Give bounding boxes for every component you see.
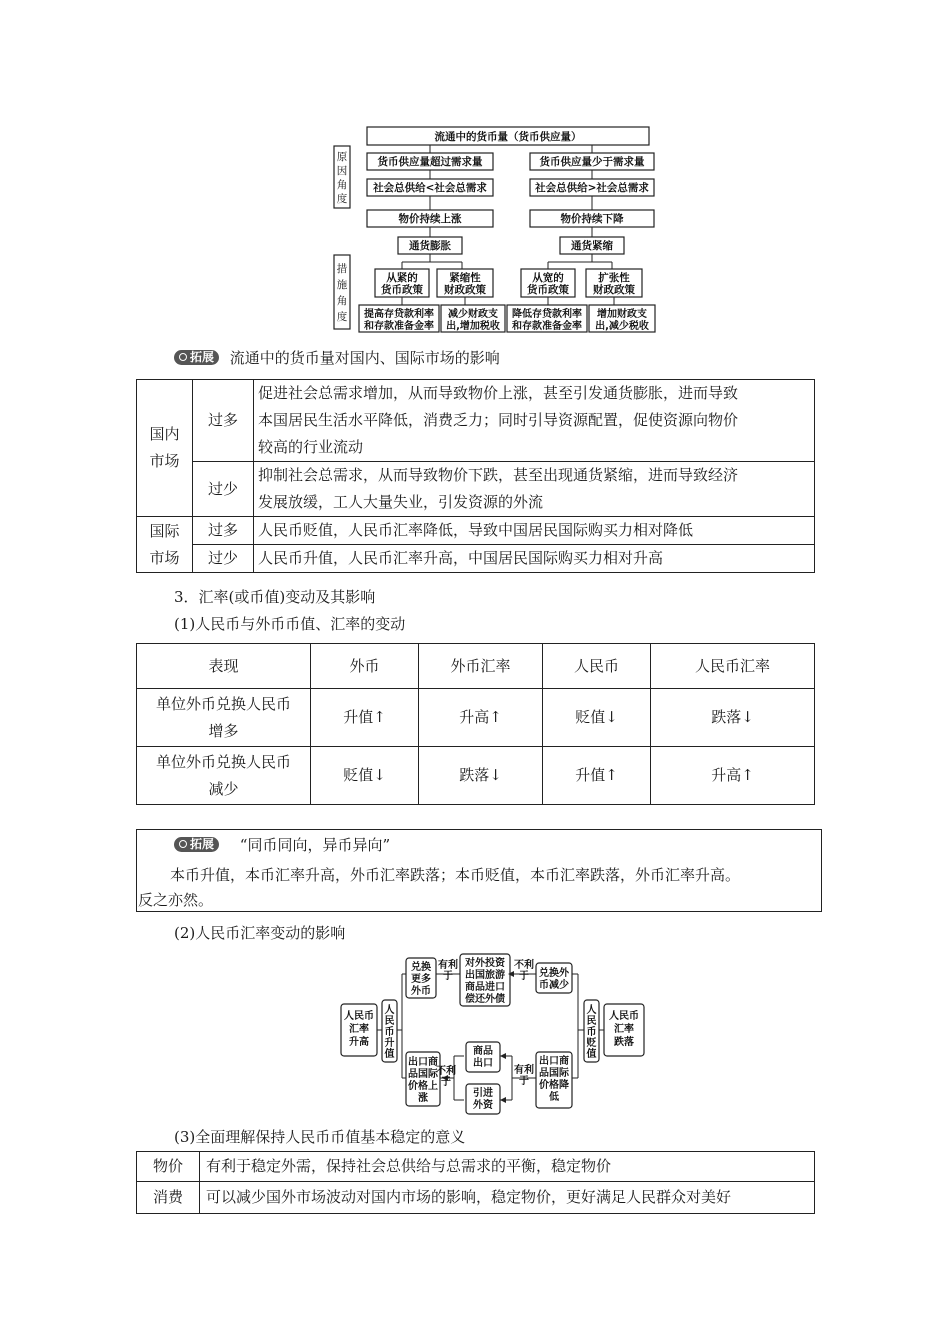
export-goods-line-2: 出口 [473,1058,493,1069]
rmb-rate-up-line-3: 升高 [349,1037,369,1048]
extension-icon-2 [179,840,187,848]
exchange-more-line-2: 更多 [411,974,431,985]
header-rmb: 人民币 [543,644,651,689]
outbound-line-3: 商品进口 [465,982,505,993]
favorable-label-bottom [514,1063,534,1087]
domestic-too-little-text [254,462,815,517]
extension-box-2 [136,829,822,912]
dom-more-line-2: 本国居民生活水平降低，消费乏力；同时引导资源配置，促使资源向物价 [258,411,739,429]
measure-side-line-3: 角 [336,295,348,307]
row2-cell: 升高↑ [651,747,815,805]
rmb-rate-down-line-3: 跌落 [614,1037,634,1048]
row1-cell: 跌落↓ [651,689,815,747]
right-action-1-line1: 降低存贷款利率 [512,309,582,320]
dom-less-line-2: 发展放缓，工人大量失业，引发资源的外流 [258,493,544,511]
left-chain-text-4: 通货膨胀 [409,240,451,252]
extension-tag-2 [174,837,219,852]
outbound-line-2: 出国旅游 [465,970,505,981]
dom-more-line-3: 较高的行业流动 [258,438,364,456]
header-foreign-rate: 外币汇率 [419,644,543,689]
row2-label-line1: 单位外币兑换人民币 [155,752,291,771]
rmb-appreciate-line-3: 币 [384,1027,395,1038]
domestic-line-1: 国内 [149,425,180,443]
favorable-bottom-line-1: 有利 [514,1065,534,1076]
left-policy-1-line2: 货币政策 [381,284,423,296]
extension-tag-label: 拓展 [190,350,215,364]
intl-too-much-cell: 过多 [193,517,254,545]
row1-label-line2: 增多 [208,721,239,740]
unfavorable-bottom-line-1: 不利 [436,1066,456,1077]
measure-side-line-1: 措 [336,263,348,275]
rmb-depreciate-line-2: 民 [586,1016,597,1027]
rmb-rate-up-line-1: 人民币 [344,1011,374,1022]
outbound-line-4: 偿还外债 [465,994,505,1005]
unfavorable-label-top [514,958,534,982]
right-chain-text-4: 通货紧缩 [571,240,613,252]
rmb-rate-up-line-2: 汇率 [349,1024,369,1035]
too-little-cell: 过少 [193,462,254,517]
right-chain-text-1: 货币供应量少于需求量 [539,156,645,168]
row1-label [137,689,311,747]
row2-label-line2: 减少 [208,779,239,798]
rmb-appreciate-line-2: 民 [384,1016,395,1027]
left-chain-text-1: 货币供应量超过需求量 [377,156,483,168]
export-down-line-4: 低 [549,1092,559,1103]
exchange-more-line-1: 兑换 [411,962,431,973]
consumption-text: 可以减少国外市场波动对国内市场的影响，稳定物价，更好满足人民群众对美好 [200,1182,815,1214]
export-up-line-4: 涨 [418,1093,428,1104]
rmb-appreciate-line-1: 人 [384,1005,395,1016]
extension-tag [174,350,219,365]
unfavorable-top-line-2: 于 [519,971,529,982]
intl-too-much-text: 人民币贬值，人民币汇率降低，导致中国居民国际购买力相对降低 [254,517,815,545]
price-label: 物价 [137,1152,200,1182]
rmb-depreciate-line-1: 人 [586,1005,597,1016]
left-chain-text-3: 物价持续上涨 [398,213,462,225]
extension-line-1: 本币升值，本币汇率升高，外币汇率跌落；本币贬值，本币汇率跌落，外币汇率升高。 [170,866,741,884]
header-rmb-rate: 人民币汇率 [651,644,815,689]
exchange-more-text [411,960,431,997]
exchange-less-line-1: 兑换外 [539,968,569,979]
money-supply-flowchart [330,122,660,334]
left-policy-2-line1: 紧缩性 [449,272,481,284]
reason-side-line-3: 角 [336,179,348,191]
right-policy-1-line1: 从宽的 [532,272,564,284]
exchange-more-line-3: 外币 [411,986,431,997]
rmb-rate-impact-diagram [336,948,652,1116]
export-down-line-1: 出口商 [539,1056,569,1067]
consumption-label: 消费 [137,1182,200,1214]
intl-line-1: 国际 [149,521,180,540]
header-foreign-currency: 外币 [311,644,419,689]
market-impact-table [136,379,815,573]
extension-icon [179,353,187,361]
unfavorable-bottom-line-2: 于 [441,1077,451,1088]
left-action-1-line2: 和存款准备金率 [364,321,434,332]
section3-sub1: (1)人民币与外币币值、汇率的变动 [174,615,406,633]
right-chain-text-3: 物价持续下降 [560,213,624,225]
row2-cell: 贬值↓ [311,747,419,805]
rmb-rate-down-line-1: 人民币 [609,1011,639,1022]
rmb-rate-down-line-2: 汇率 [614,1024,634,1035]
section3-sub3: (3)全面理解保持人民币币值基本稳定的意义 [174,1128,466,1146]
price-text: 有利于稳定外需，保持社会总供给与总需求的平衡，稳定物价 [200,1152,815,1182]
domestic-line-2: 市场 [149,452,180,470]
left-policy-1-line1: 从紧的 [386,272,418,284]
section3-title: 3．汇率(或币值)变动及其影响 [174,588,376,606]
extension-title-1: 流通中的货币量对国内、国际市场的影响 [229,349,500,367]
row1-cell: 升高↑ [419,689,543,747]
rmb-depreciate-line-3: 币 [586,1027,597,1038]
rmb-depreciate-line-5: 值 [586,1049,597,1060]
exchange-less-line-2: 币减少 [539,980,569,991]
favorable-top-line-2: 于 [443,971,453,982]
foreign-capital-line-2: 外资 [473,1100,493,1111]
right-action-2-line2: 出,减少税收 [595,321,649,332]
export-up-line-1: 出口商 [408,1057,438,1068]
extension-title-2: “同币同向，异币异向” [239,836,391,854]
rmb-appreciate-text [384,1003,395,1060]
exchange-less-text [539,966,570,991]
reason-side-line-2: 因 [336,165,348,177]
domestic-market-cell [137,380,193,517]
left-action-1-line1: 提高存贷款利率 [364,309,434,320]
rmb-appreciate-line-4: 升 [384,1038,395,1049]
export-goods-text [473,1044,493,1069]
exchange-rate-table [136,643,815,805]
foreign-capital-line-1: 引进 [473,1088,493,1099]
export-down-line-2: 品国际 [539,1068,569,1079]
reason-side-line-4: 度 [336,193,348,205]
row1-label-line1: 单位外币兑换人民币 [155,694,291,713]
left-policy-2-line2: 财政政策 [444,284,486,296]
favorable-top-line-1: 有利 [438,960,458,971]
too-much-cell: 过多 [193,380,254,462]
row1-cell: 升值↑ [311,689,419,747]
domestic-too-much-text [254,380,815,462]
measure-side-line-4: 度 [336,311,348,323]
right-action-1-line2: 和存款准备金率 [512,321,582,332]
row2-cell: 跌落↓ [419,747,543,805]
right-policy-2-line1: 扩张性 [598,272,630,284]
export-down-line-3: 价格降 [539,1080,569,1091]
export-up-line-3: 价格上 [408,1081,438,1092]
left-action-2-line1: 减少财政支 [448,309,498,320]
right-chain-text-2: 社会总供给>社会总需求 [535,182,649,194]
row2-cell: 升值↑ [543,747,651,805]
favorable-bottom-line-2: 于 [519,1076,529,1087]
rmb-depreciate-line-4: 贬 [586,1038,597,1049]
rmb-depreciate-text [586,1003,597,1060]
header-performance: 表现 [137,644,311,689]
measure-side-line-2: 施 [336,279,348,291]
unfavorable-top-line-1: 不利 [514,960,534,971]
intl-line-2: 市场 [149,548,180,567]
dom-more-line-1: 促进社会总需求增加，从而导致物价上涨，甚至引发通货膨胀，进而导致 [258,384,739,402]
intl-too-little-cell: 过少 [193,545,254,573]
left-action-2-line2: 出,增加税收 [446,321,500,332]
foreign-capital-text [473,1086,494,1111]
extension-heading-2 [174,834,390,856]
right-policy-2-line2: 财政政策 [593,284,635,296]
left-chain-text-2: 社会总供给<社会总需求 [373,182,487,194]
extension-tag-label-2: 拓展 [190,837,215,851]
outbound-activities-text [464,956,506,1005]
row2-label [137,747,311,805]
stability-significance-table [136,1151,815,1214]
right-action-2-line1: 增加财政支 [597,309,647,320]
extension-line-2: 反之亦然。 [138,891,214,909]
reason-side-line-1: 原 [336,151,348,163]
section3-sub2: (2)人民币汇率变动的影响 [174,924,346,942]
export-goods-line-1: 商品 [473,1046,493,1057]
money-supply-text: 流通中的货币量（货币供应量） [434,131,582,143]
dom-less-line-1: 抑制社会总需求，从而导致物价下跌，甚至出现通货紧缩，进而导致经济 [258,466,739,484]
international-market-cell [137,517,193,573]
rmb-appreciate-line-5: 值 [384,1049,395,1060]
extension-heading-1 [174,347,500,369]
outbound-line-1: 对外投资 [465,958,505,969]
row1-cell: 贬值↓ [543,689,651,747]
right-policy-1-line2: 货币政策 [527,284,569,296]
export-up-line-2: 品国际 [408,1069,438,1080]
favorable-label-top [438,958,458,982]
intl-too-little-text: 人民币升值，人民币汇率升高，中国居民国际购买力相对升高 [254,545,815,573]
